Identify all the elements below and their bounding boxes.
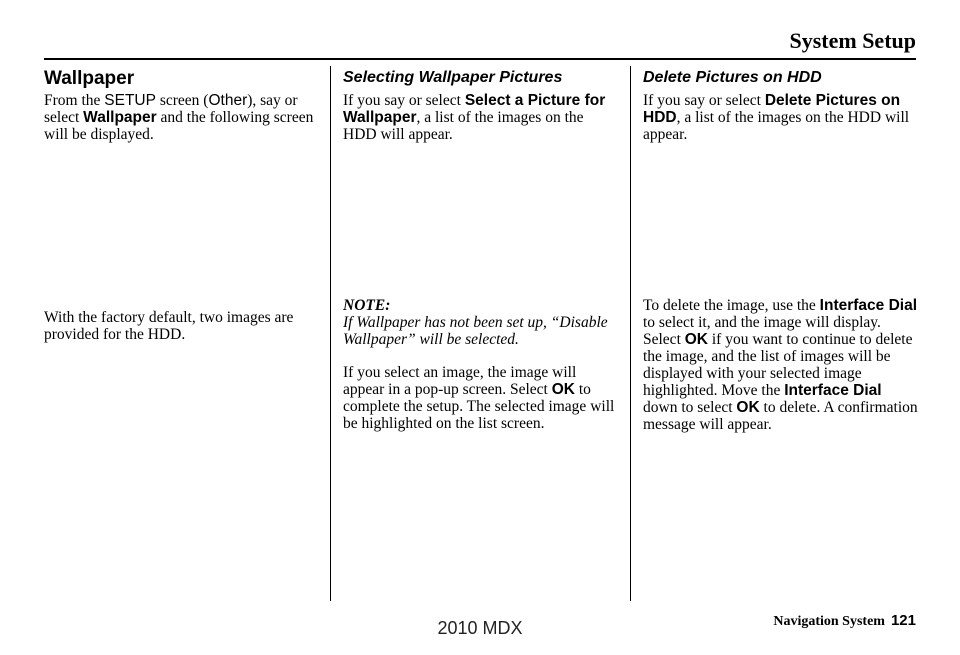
text: and the following screen will be displayed. [44,109,314,143]
header-rule [44,58,916,60]
section-heading-wallpaper: Wallpaper [44,68,135,89]
text: From the [44,92,105,109]
column-divider-2 [630,66,631,601]
text: , a list of the images on the HDD will appear. [343,109,584,143]
text: ), say or select [44,92,298,126]
section-heading-delete: Delete Pictures on HDD [643,69,822,86]
text: if you want to continue to delete the image, and the list of images will be displayed with your selected image highlighted. Move the [643,331,913,399]
delete-instructions [643,297,918,433]
select-image-instructions [343,364,618,432]
setup-term: SETUP [104,92,156,109]
page-title: System Setup [789,28,916,53]
column-selecting-wallpaper [343,68,618,432]
note-body: If Wallpaper has not been set up, “Disable Wallpaper” will be selected. [343,314,608,348]
footer-nav-text: Navigation System [773,614,885,629]
note-heading: NOTE: [343,297,391,314]
ok-term: OK [551,381,575,398]
column-wallpaper [44,68,314,343]
text: If you say or select [343,92,465,109]
text: to delete. A confirmation message will appear. [643,399,918,433]
page-number: 121 [890,612,916,629]
delete-intro [643,92,918,143]
column-delete-pictures [643,68,918,433]
column-divider-1 [330,66,331,601]
delete-pictures-term: Delete Pictures on HDD [643,92,901,126]
wallpaper-term: Wallpaper [83,109,157,126]
text: , a list of the images on the HDD will appear. [643,109,910,143]
other-term: Other [208,92,248,109]
ok-term: OK [684,331,708,348]
text: If you say or select [643,92,765,109]
footer-model: 2010 MDX [437,618,523,638]
text: to select it, and the image will display. Select [643,314,881,348]
text: to complete the setup. The selected image will be highlighted on the list screen. [343,381,615,432]
interface-dial-term: Interface Dial [819,297,918,314]
interface-dial-term: Interface Dial [784,382,882,399]
factory-default-note: With the factory default, two images are provided for the HDD. [44,309,294,343]
text: screen ( [155,92,209,109]
wallpaper-intro [44,92,314,143]
ok-term: OK [736,399,760,416]
selecting-intro [343,92,618,143]
text: If you select an image, the image will appear in a pop-up screen. Select [343,364,577,398]
section-heading-selecting: Selecting Wallpaper Pictures [343,69,563,86]
text: To delete the image, use the [643,297,820,314]
text: down to select [643,399,737,416]
select-picture-term: Select a Picture for Wallpaper [343,92,606,126]
